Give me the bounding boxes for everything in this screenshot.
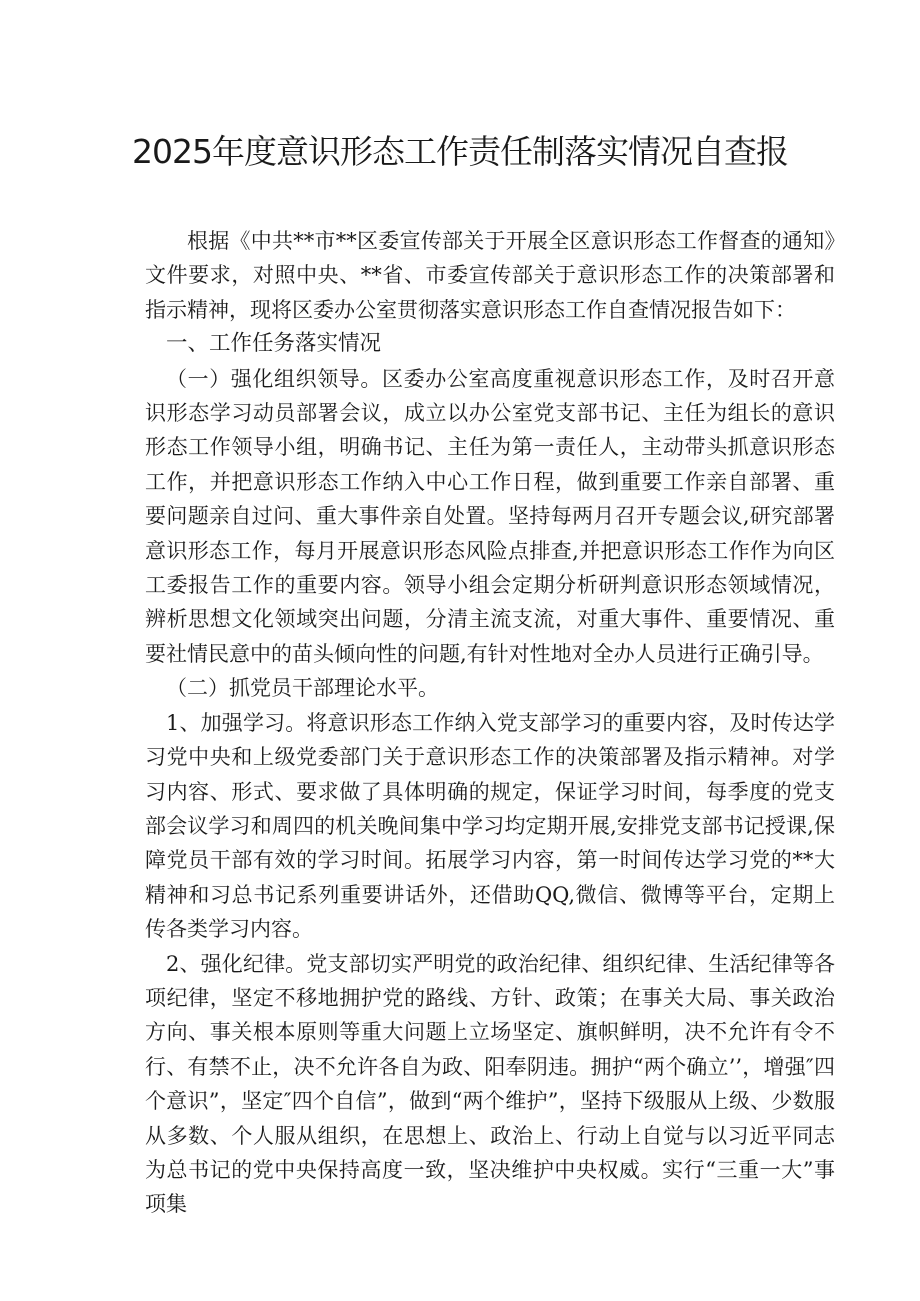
paragraph-discipline: 2、强化纪律。党支部切实严明党的政治纪律、组织纪律、生活纪律等各项纪律，坚定不移地拥护党的路线、方针、政策；在事关大局、事关政治方向、事关根本原则等重大问题上立场坚定、旗帜鲜明，决不允许有令不行、有禁不止，决不允许各自为政、阳奉阴违。拥护“两个确立’’，增强″四个意识”，坚定″四个自信”，做到“两个维护”，坚持下级服从上级、少数服从多数、个人服从组织，在思想上、政治上、行动上自觉与以习近平同志为总书记的党中央保持高度一致，坚决维护中央权威。实行“三重一大”事项集	[145, 951, 835, 1217]
document-body	[145, 224, 835, 1222]
paragraph-study: 1、加强学习。将意识形态工作纳入党支部学习的重要内容，及时传达学习党中央和上级党委部门关于意识形态工作的决策部署及指示精神。对学习内容、形式、要求做了具体明确的规定，保证学习时间，每季度的党支部会议学习和周四的机关晚间集中学习均定期开展,安排党支部书记授课,保障党员干部有效的学习时间。拓展学习内容，第一时间传达学习党的**大精神和习总书记系列重要讲话外，还借助QQ,微信、微博等平台，定期上传各类学习内容。	[145, 710, 835, 942]
intro-paragraph: 根据《中共**市**区委宣传部关于开展全区意识形态工作督查的通知》文件要求，对照中央、**省、市委宣传部关于意识形态工作的决策部署和指示精神，现将区委办公室贯彻落实意识形态工作自查情况报告如下：	[145, 229, 835, 322]
section-heading: 一、工作任务落实情况	[166, 331, 382, 357]
subsection-heading: （二）抓党员干部理论水平。	[166, 676, 439, 701]
page-title: 2025年度意识形态工作责任制落实情况自查报	[132, 132, 788, 171]
paragraph-organization: （一）强化组织领导。区委办公室高度重视意识形态工作，及时召开意识形态学习动员部署会议，成立以办公室党支部书记、主任为组长的意识形态工作领导小组，明确书记、主任为第一责任人，主动带头抓意识形态工作，并把意识形态工作纳入中心工作日程，做到重要工作亲自部署、重要问题亲自过问、重大事件亲自处置。坚持每两月召开专题会议,研究部署意识形态工作，每月开展意识形态风险点排查,并把意识形态工作作为向区工委报告工作的重要内容。领导小组会定期分析研判意识形态领域情况，辨析思想文化领域突出问题，分清主流支流，对重大事件、重要情况、重要社情民意中的苗头倾向性的问题,有针对性地对全办人员进行正确引导。	[145, 366, 835, 666]
